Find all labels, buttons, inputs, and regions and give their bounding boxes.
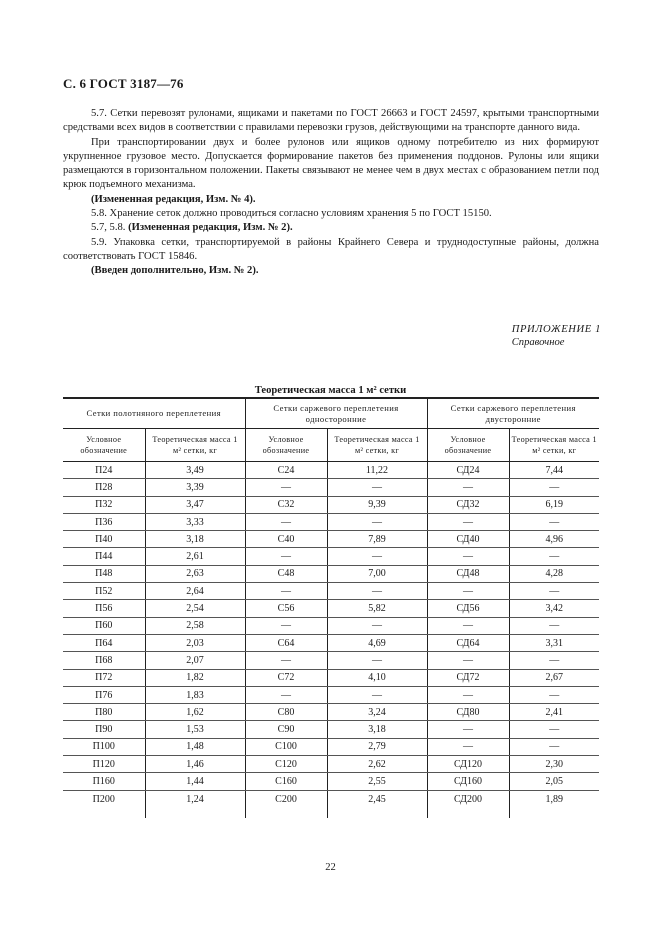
table-cell: 1,44 — [145, 773, 245, 790]
table-cell: — — [327, 686, 427, 703]
table-cell: — — [509, 548, 599, 565]
appendix-subtitle: Справочное — [511, 337, 565, 348]
table-cell: С200 — [245, 790, 327, 818]
table-cell: 3,42 — [509, 600, 599, 617]
table-row — [63, 513, 599, 530]
table-row — [63, 583, 599, 600]
table-cell: С32 — [245, 496, 327, 513]
group-header-plain: Сетки полотняного переплетения — [63, 398, 245, 429]
table-cell: — — [327, 479, 427, 496]
table-cell: СД120 — [427, 756, 509, 773]
table-row — [63, 634, 599, 651]
table-cell: С56 — [245, 600, 327, 617]
table-row — [63, 652, 599, 669]
table-cell: 2,67 — [509, 669, 599, 686]
table-cell: П48 — [63, 565, 145, 582]
amendment-note-4: (Измененная редакция, Изм. № 4). — [91, 193, 256, 205]
table-cell: П90 — [63, 721, 145, 738]
table-cell: 2,03 — [145, 634, 245, 651]
table-row — [63, 704, 599, 721]
page-header: С. 6 ГОСТ 3187—76 — [63, 76, 184, 91]
table-cell: 4,69 — [327, 634, 427, 651]
paragraph-5-8: 5.8. Хранение сеток должно проводиться согласно условиям хранения 5 по ГОСТ 15150. — [91, 208, 492, 220]
table-cell: 2,45 — [327, 790, 427, 818]
table-title: Теоретическая масса 1 м² сетки — [254, 385, 407, 396]
table-cell: — — [509, 686, 599, 703]
table-cell: П76 — [63, 686, 145, 703]
table-cell: — — [509, 652, 599, 669]
mass-table — [63, 397, 599, 818]
table-cell: — — [509, 721, 599, 738]
table-row — [63, 531, 599, 548]
amendment-text: (Измененная редакция, Изм. № 2). — [128, 222, 293, 234]
table-cell: 2,41 — [509, 704, 599, 721]
table-cell: П80 — [63, 704, 145, 721]
paragraph-transport: При транспортировании двух и более рулонов или ящиков одному потребителю из них формируют укрупненное грузовое место. Допускается формирование пакетов без применения поддонов. Рулоны или ящики размещаются в горизонтальном положении. Пакеты связывают не менее чем в двух местах с образованием петли под крюк подъемного механизма. — [63, 136, 599, 191]
paragraph-5-7: 5.7. Сетки перевозят рулонами, ящиками и пакетами по ГОСТ 26663 и ГОСТ 24597, крытыми транспортными средствами всех видов в соответствии с правилами перевозки грузов, действующими на транспорте данного вида. — [63, 108, 599, 134]
table-cell: П56 — [63, 600, 145, 617]
table-cell: 5,82 — [327, 600, 427, 617]
table-cell: — — [327, 513, 427, 530]
table-cell: 7,44 — [509, 462, 599, 479]
table-cell: 1,82 — [145, 669, 245, 686]
table-cell: П68 — [63, 652, 145, 669]
table-cell: — — [427, 479, 509, 496]
table-row — [63, 479, 599, 496]
table-cell: — — [427, 617, 509, 634]
table-cell: С120 — [245, 756, 327, 773]
table-cell: П60 — [63, 617, 145, 634]
table-cell: С24 — [245, 462, 327, 479]
table-cell: П32 — [63, 496, 145, 513]
table-cell: — — [427, 686, 509, 703]
table-cell: 3,39 — [145, 479, 245, 496]
table-cell: П52 — [63, 583, 145, 600]
table-cell: 4,96 — [509, 531, 599, 548]
table-cell: 11,22 — [327, 462, 427, 479]
table-cell: 3,33 — [145, 513, 245, 530]
table-cell: СД24 — [427, 462, 509, 479]
table-cell: С64 — [245, 634, 327, 651]
table-cell: 1,89 — [509, 790, 599, 818]
amendment-ref: 5.7, 5.8. — [91, 222, 129, 234]
table-cell: 3,24 — [327, 704, 427, 721]
table-cell: С72 — [245, 669, 327, 686]
table-cell: П64 — [63, 634, 145, 651]
table-cell: — — [245, 583, 327, 600]
table-cell: 2,79 — [327, 738, 427, 755]
table-cell: СД48 — [427, 565, 509, 582]
table-cell: С100 — [245, 738, 327, 755]
table-cell: СД160 — [427, 773, 509, 790]
table-cell: — — [245, 686, 327, 703]
table-cell: С80 — [245, 704, 327, 721]
table-cell: — — [245, 617, 327, 634]
table-cell: 2,55 — [327, 773, 427, 790]
table-cell: 3,31 — [509, 634, 599, 651]
table-cell: СД200 — [427, 790, 509, 818]
table-cell: 4,10 — [327, 669, 427, 686]
table-row — [63, 462, 599, 479]
table-cell: 2,07 — [145, 652, 245, 669]
table-row — [63, 565, 599, 582]
table-cell: 3,47 — [145, 496, 245, 513]
table-cell: — — [509, 479, 599, 496]
table-cell: — — [509, 583, 599, 600]
table-cell: 1,46 — [145, 756, 245, 773]
table-row — [63, 496, 599, 513]
table-cell: 1,62 — [145, 704, 245, 721]
body-text — [63, 107, 599, 279]
table-cell: 2,63 — [145, 565, 245, 582]
table-cell: П100 — [63, 738, 145, 755]
table-cell: СД56 — [427, 600, 509, 617]
table-cell: — — [427, 583, 509, 600]
sub-header: Теоретическая масса 1 м² сетки, кг — [145, 429, 245, 462]
table-cell: С90 — [245, 721, 327, 738]
appendix-title: ПРИЛОЖЕНИЕ 1 — [511, 324, 601, 335]
table-cell: С160 — [245, 773, 327, 790]
page-number: 22 — [325, 862, 336, 873]
sub-header: Условное обозначение — [63, 429, 145, 462]
table-cell: 2,58 — [145, 617, 245, 634]
paragraph-5-9: 5.9. Упаковка сетки, транспортируемой в районы Крайнего Севера и труднодоступные районы, должна соответствовать ГОСТ 15846. — [63, 236, 599, 262]
table-cell: П72 — [63, 669, 145, 686]
sub-header: Теоретическая масса 1 м² сетки, кг — [509, 429, 599, 462]
table-cell: — — [245, 548, 327, 565]
table-cell: П28 — [63, 479, 145, 496]
table-cell: 3,49 — [145, 462, 245, 479]
table-cell: П44 — [63, 548, 145, 565]
table-row — [63, 773, 599, 790]
table-cell: — — [327, 548, 427, 565]
table-body — [63, 462, 599, 818]
table-cell: 3,18 — [327, 721, 427, 738]
sub-header: Теоретическая масса 1 м² сетки, кг — [327, 429, 427, 462]
table-cell: С48 — [245, 565, 327, 582]
group-header-twill-single: Сетки саржевого переплетения односторонние — [245, 398, 427, 429]
table-cell: 1,24 — [145, 790, 245, 818]
table-cell: 2,54 — [145, 600, 245, 617]
table-cell: П36 — [63, 513, 145, 530]
table-cell: П160 — [63, 773, 145, 790]
table-cell: — — [509, 738, 599, 755]
table-cell: 1,53 — [145, 721, 245, 738]
table-cell: — — [327, 583, 427, 600]
table-cell: СД64 — [427, 634, 509, 651]
table-cell: — — [245, 479, 327, 496]
table-cell: — — [427, 738, 509, 755]
amendment-note-5-7-5-8 — [63, 221, 599, 235]
sub-header: Условное обозначение — [245, 429, 327, 462]
table-cell: 7,00 — [327, 565, 427, 582]
table-cell: П200 — [63, 790, 145, 818]
table-cell: — — [427, 652, 509, 669]
table-row — [63, 617, 599, 634]
table-cell: 1,48 — [145, 738, 245, 755]
table-cell: СД72 — [427, 669, 509, 686]
table-cell: — — [245, 652, 327, 669]
table-row — [63, 669, 599, 686]
table-cell: 2,64 — [145, 583, 245, 600]
table-cell: — — [427, 721, 509, 738]
table-row — [63, 721, 599, 738]
table-cell: — — [245, 513, 327, 530]
table-cell: 2,30 — [509, 756, 599, 773]
table-cell: 4,28 — [509, 565, 599, 582]
table-row — [63, 686, 599, 703]
table-cell: П40 — [63, 531, 145, 548]
table-cell: СД80 — [427, 704, 509, 721]
table-cell: — — [427, 548, 509, 565]
table-cell: 1,83 — [145, 686, 245, 703]
sub-header: Условное обозначение — [427, 429, 509, 462]
table-row — [63, 756, 599, 773]
table-cell: СД40 — [427, 531, 509, 548]
table-cell: П120 — [63, 756, 145, 773]
table-cell: 7,89 — [327, 531, 427, 548]
table-row — [63, 600, 599, 617]
introduced-note: (Введен дополнительно, Изм. № 2). — [91, 265, 259, 277]
table-cell: — — [327, 652, 427, 669]
table-cell: 2,62 — [327, 756, 427, 773]
table-cell: 2,05 — [509, 773, 599, 790]
appendix-label — [512, 323, 601, 349]
table-cell: С40 — [245, 531, 327, 548]
table-cell: 3,18 — [145, 531, 245, 548]
table-cell: — — [327, 617, 427, 634]
table-row — [63, 790, 599, 818]
table-row — [63, 738, 599, 755]
table-cell: — — [427, 513, 509, 530]
table-row — [63, 548, 599, 565]
table-cell: 9,39 — [327, 496, 427, 513]
table-cell: П24 — [63, 462, 145, 479]
table-cell: — — [509, 617, 599, 634]
table-cell: СД32 — [427, 496, 509, 513]
table-cell: 2,61 — [145, 548, 245, 565]
table-cell: — — [509, 513, 599, 530]
table-cell: 6,19 — [509, 496, 599, 513]
group-header-twill-double: Сетки саржевого переплетения двусторонние — [427, 398, 599, 429]
